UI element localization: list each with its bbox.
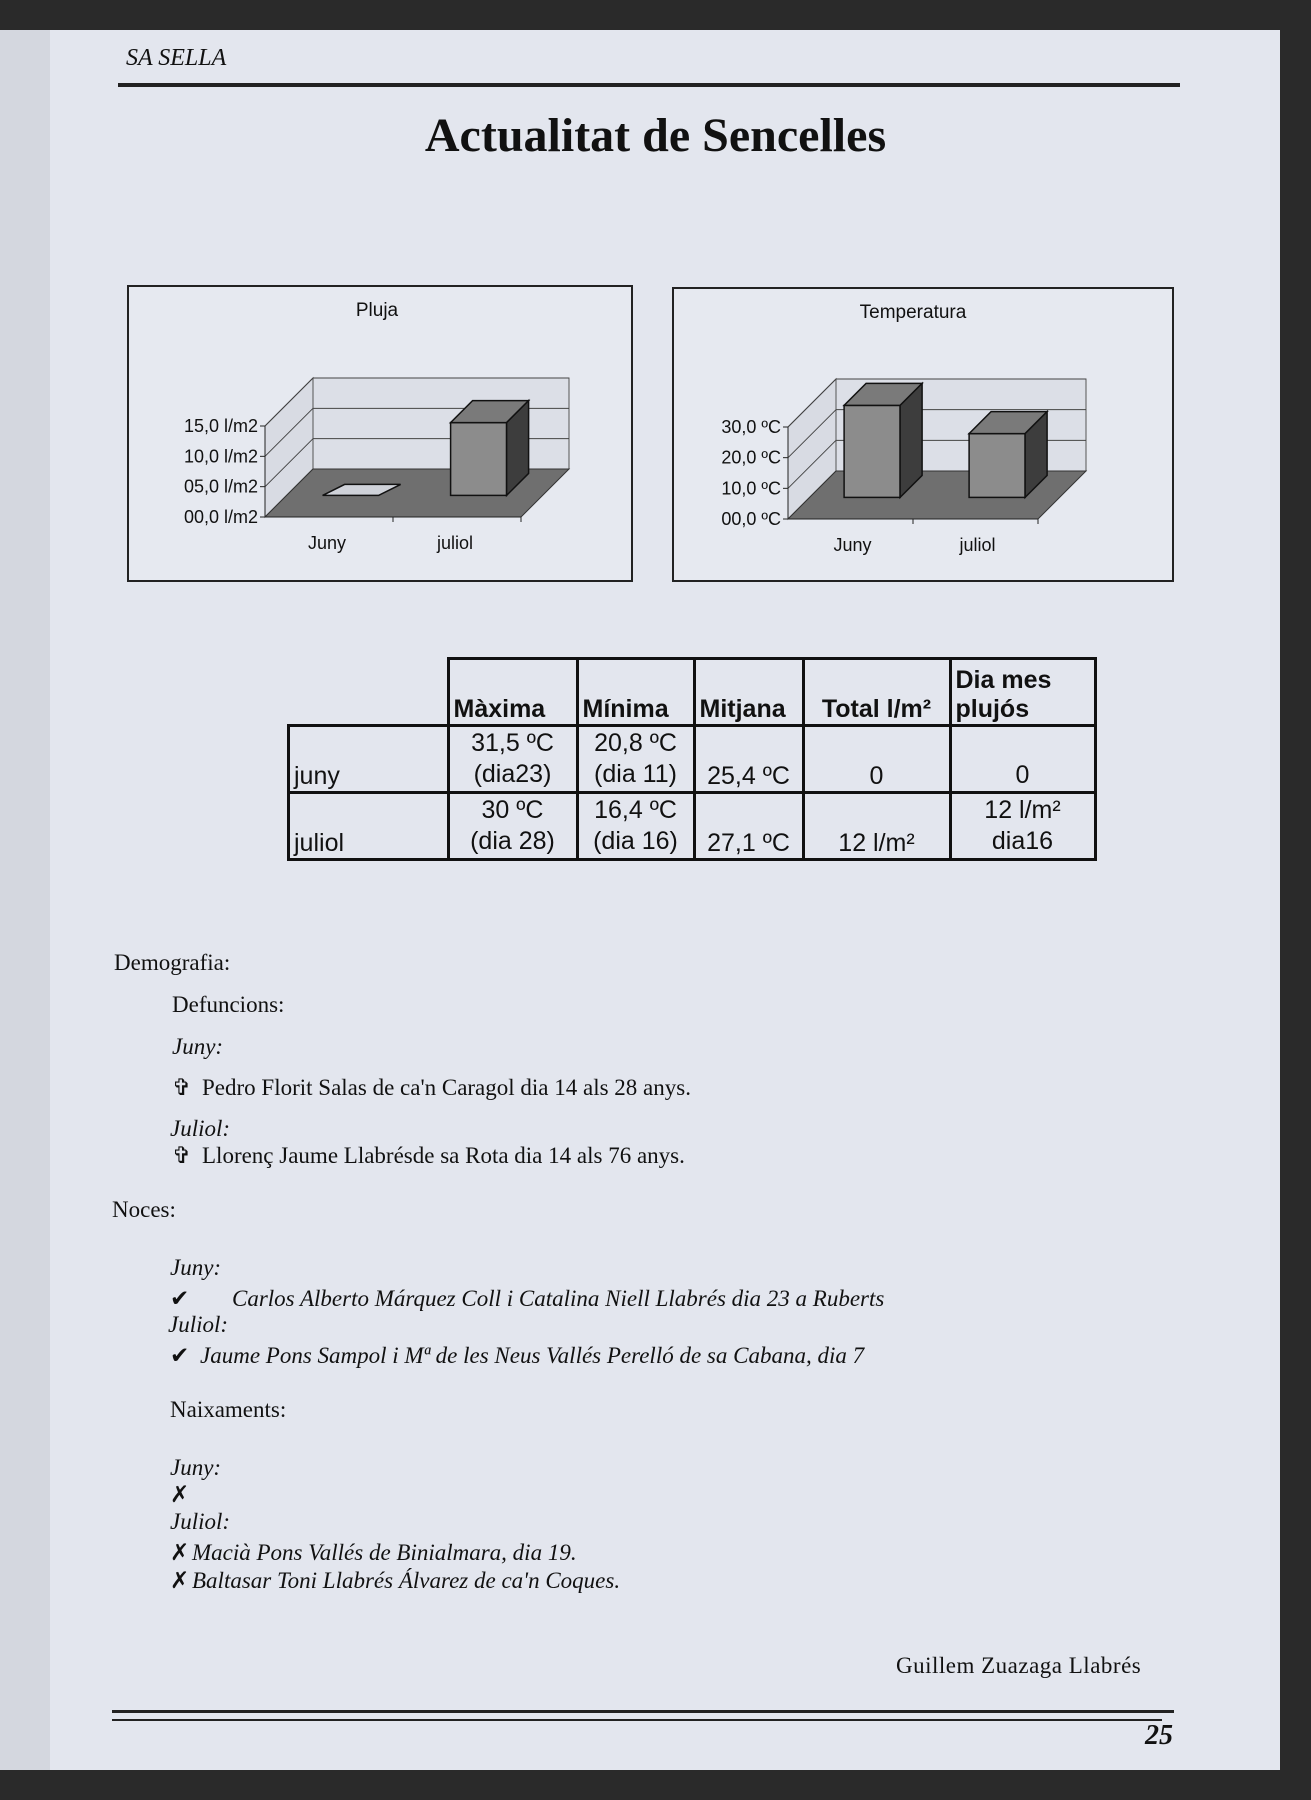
weather-table xyxy=(287,657,1097,861)
y-tick-label: 20,0 ºC xyxy=(721,447,781,468)
header-total: Total l/m² xyxy=(803,659,950,726)
defuncions-juny-label: Juny: xyxy=(172,1034,224,1059)
noces-juliol-entry: ✔ Jaume Pons Sampol i Mª de les Neus Vallés Perelló de sa Cabana, dia 7 xyxy=(170,1343,865,1369)
y-tick-label: 15,0 l/m2 xyxy=(183,416,258,436)
y-tick-label: 00,0 l/m2 xyxy=(183,507,258,527)
check-icon: ✔ xyxy=(170,1343,190,1369)
header-maxima: Màxima xyxy=(448,659,577,726)
x-mark-icon: ✗ xyxy=(170,1482,190,1508)
demografia-heading: Demografia: xyxy=(114,950,231,975)
cell-maxima-juny: 31,5 ºC (dia23) xyxy=(448,726,577,793)
x-tick-label: juliol xyxy=(436,533,474,553)
bar xyxy=(844,405,900,497)
facing-page-edge xyxy=(0,30,57,1770)
chart-title: Temperatura xyxy=(859,302,967,323)
header-rule xyxy=(118,83,1180,87)
table-corner xyxy=(289,659,449,726)
naixaments-juny-entry xyxy=(170,1482,200,1508)
cell-minima-juny: 20,8 ºC (dia 11) xyxy=(577,726,694,793)
cell-minima-juliol: 16,4 ºC (dia 16) xyxy=(577,793,694,860)
cell-mitjana-juny: 25,4 ºC xyxy=(694,726,803,793)
naixaments-heading: Naixaments: xyxy=(170,1397,287,1422)
x-mark-icon: ✗ xyxy=(170,1540,190,1566)
y-tick-label: 05,0 l/m2 xyxy=(183,476,258,497)
noces-juliol-label: Juliol: xyxy=(168,1312,229,1337)
naixaments-juliol-label: Juliol: xyxy=(170,1509,231,1534)
check-icon: ✔ xyxy=(170,1286,190,1312)
table-header-row xyxy=(289,659,1096,726)
footer-rule xyxy=(112,1710,1174,1713)
header-dia-mes-plujos: Dia mes plujós xyxy=(950,659,1095,726)
defuncions-juliol-label: Juliol: xyxy=(170,1116,231,1141)
naixaments-juny-label: Juny: xyxy=(170,1455,222,1480)
row-label-juliol: juliol xyxy=(289,793,449,860)
row-label-juny: juny xyxy=(289,726,449,793)
cross-icon: ✞ xyxy=(172,1075,192,1101)
author-signature: Guillem Zuazaga Llabrés xyxy=(896,1653,1142,1678)
cell-dia-juny: 0 xyxy=(950,726,1095,793)
x-tick-label: Juny xyxy=(307,533,347,553)
noces-heading: Noces: xyxy=(112,1197,176,1222)
chart-pluja-svg xyxy=(129,287,631,580)
defuncions-juliol-entry: ✞ Llorenç Jaume Llabrésde sa Rota dia 14 als 76 anys. xyxy=(172,1143,685,1169)
defuncions-label: Defuncions: xyxy=(172,992,285,1017)
table-row xyxy=(289,793,1096,860)
chart-temperatura-svg xyxy=(674,289,1172,580)
chart-pluja xyxy=(127,285,633,582)
page-title: Actualitat de Sencelles xyxy=(424,109,887,162)
page-number: 25 xyxy=(1145,1720,1173,1751)
cell-total-juliol: 12 l/m² xyxy=(803,793,950,860)
noces-juny-label: Juny: xyxy=(170,1255,222,1280)
cell-maxima-juliol: 30 ºC (dia 28) xyxy=(448,793,577,860)
y-tick-label: 30,0 ºC xyxy=(721,417,781,437)
y-tick-label: 10,0 ºC xyxy=(721,478,781,499)
bar xyxy=(451,423,507,496)
footer-rule-thin xyxy=(112,1719,1162,1721)
cell-total-juny: 0 xyxy=(803,726,950,793)
chart-title: Pluja xyxy=(355,300,399,321)
x-tick-label: Juny xyxy=(833,535,872,555)
chart-temperatura xyxy=(672,287,1174,582)
cell-mitjana-juliol: 27,1 ºC xyxy=(694,793,803,860)
defuncions-juny-entry: ✞ Pedro Florit Salas de ca'n Caragol dia 14 als 28 anys. xyxy=(172,1075,691,1101)
header-mitjana: Mitjana xyxy=(694,659,803,726)
x-mark-icon: ✗ xyxy=(170,1568,190,1594)
y-tick-label: 10,0 l/m2 xyxy=(183,446,258,467)
running-title: SA SELLA xyxy=(126,45,227,71)
bar xyxy=(969,434,1025,498)
naixaments-entry-2: ✗ Baltasar Toni Llabrés Álvarez de ca'n Coques. xyxy=(170,1568,621,1594)
noces-juny-entry: ✔ Carlos Alberto Márquez Coll i Catalina Niell Llabrés dia 23 a Ruberts xyxy=(170,1286,885,1312)
cross-icon: ✞ xyxy=(172,1143,192,1169)
table-row xyxy=(289,726,1096,793)
header-minima: Mínima xyxy=(577,659,694,726)
chart-back-wall xyxy=(313,378,569,469)
y-tick-label: 00,0 ºC xyxy=(721,509,781,529)
cell-dia-juliol: 12 l/m² dia16 xyxy=(950,793,1095,860)
x-tick-label: juliol xyxy=(959,535,996,555)
naixaments-entry-1: ✗ Macià Pons Vallés de Binialmara, dia 19. xyxy=(170,1540,577,1566)
